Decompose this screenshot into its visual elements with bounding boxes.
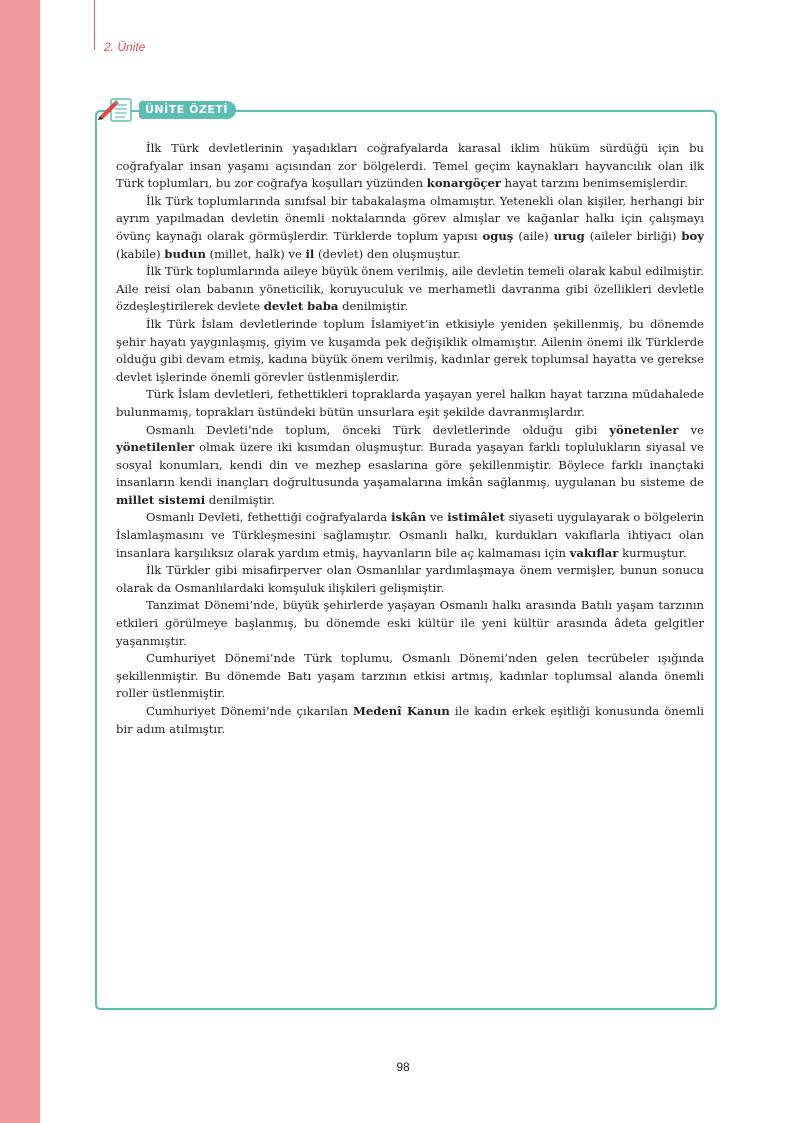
- summary-paragraph-2: İlk Türk toplumlarında sınıfsal bir tabakalaşma olmamıştır. Yetenekli olan kişiler, herhangi bir ayrım yapılmadan devletin önemli noktalarında görev almışlar ve kağanlar halkı için çalışmayı övünç kaynağı olarak görmüşlerdir. Türklerde toplum yapısı oguş (aile) urug (aileler birliği) boy (kabile) budun (millet, halk) ve il (devlet) den oluşmuştur.: [116, 193, 704, 261]
- summary-paragraph-6: Osmanlı Devleti’nde toplum, önceki Türk devletlerinde olduğu gibi yönetenler ve yönetilenler olmak üzere iki kısımdan oluşmuştur. Burada yaşayan farklı toplulukların siyasal ve sosyal konumları, kendi din ve mezhep esaslarına göre şekillenmiştir. Böylece farklı inançtaki insanların kendi inançları doğrultusunda yaşamalarına imkân sağlanmış, uygulanan bu sisteme de millet sistemi denilmiştir.: [116, 422, 704, 507]
- summary-paragraph-10: Cumhuriyet Dönemi’nde Türk toplumu, Osmanlı Dönemi’nden gelen tecrübeler ışığında şekillenmiştir. Bu dönemde Batı yaşam tarzının etkisi artmış, kadınlar toplumsal alanda önemli roller üstlenmiştir.: [116, 651, 704, 701]
- summary-paragraph-5: Türk İslam devletleri, fethettikleri topraklarda yaşayan yerel halkın hayat tarzına müdahalede bulunmamış, toprakları üstündeki bütün unsurlara eşit şekilde davranmışlardır.: [116, 387, 704, 419]
- key-term: budun: [164, 246, 206, 261]
- key-term: yönetenler: [609, 422, 679, 437]
- key-term: millet sistemi: [116, 492, 206, 507]
- key-term: konargöçer: [426, 176, 501, 191]
- summary-paragraph-1: İlk Türk devletlerinin yaşadıkları coğrafyalarda karasal iklim hüküm sürdüğü için bu coğrafyalar insan yaşamı açısından zor bölgelerdi. Temel geçim kaynakları hayvancılık olan ilk Türk toplumları, bu zor coğrafya koşulları yüzünden konargöçer hayat tarzını benimsemişlerdir.: [116, 141, 704, 191]
- key-term: urug: [553, 228, 585, 243]
- side-color-band: [0, 0, 40, 1123]
- key-term: Medenî Kanun: [353, 704, 450, 718]
- pencil-notebook-icon: [95, 97, 135, 123]
- summary-content: [116, 140, 704, 738]
- summary-paragraph-7: Osmanlı Devleti, fethettiği coğrafyalarda iskân ve istimâlet siyaseti uygulayarak o bölgelerin İslamlaşmasını ve Türkleşmesini sağlamıştır. Osmanlı halkı, kurdukları vakıflarla ihtiyacı olan insanlara karşılıksız olarak yardım etmiş, hayvanların bile aç kalmaması için vakıflar kurmuştur.: [116, 510, 704, 560]
- header-rule: [94, 0, 95, 50]
- summary-paragraph-11: Cumhuriyet Dönemi’nde çıkarılan Medenî Kanun ile kadın erkek eşitliği konusunda önemli bir adım atılmıştır.: [116, 704, 704, 736]
- summary-paragraph-8: İlk Türkler gibi misafirperver olan Osmanlılar yardımlaşmaya önem vermişler, bunun sonucu olarak da Osmanlılardaki komşuluk ilişkileri gelişmiştir.: [116, 563, 704, 595]
- key-term: il: [305, 246, 315, 261]
- key-term: vakıflar: [569, 545, 619, 560]
- summary-paragraph-4: İlk Türk İslam devletlerinde toplum İslamiyet’in etkisiyle yeniden şekillenmiş, bu dönemde şehir hayatı yaygınlaşmış, giyim ve kuşamda pek değişiklik olmamıştır. Ailenin önemi ilk Türklerde olduğu gibi devam etmiş, kadına büyük önem verilmiş, kadınlar gerek toplumsal hayatta ve gerekse devlet işlerinde önemli görevler üstlenmişlerdir.: [116, 316, 704, 384]
- key-term: yönetilenler: [116, 440, 195, 455]
- key-term: istimâlet: [447, 510, 505, 525]
- key-term: iskân: [391, 510, 427, 525]
- key-term: boy: [681, 228, 704, 243]
- key-term: devlet baba: [263, 299, 339, 314]
- summary-paragraph-3: İlk Türk toplumlarında aileye büyük önem verilmiş, aile devletin temeli olarak kabul edilmiştir. Aile reisi olan babanın yöneticilik, koruyuculuk ve merhametli davranma gibi özellikleri devletle özdeşleştirilerek devlete devlet baba denilmiştir.: [116, 264, 704, 314]
- unit-label: 2. Ünite: [104, 40, 146, 54]
- summary-paragraph-9: Tanzimat Dönemi’nde, büyük şehirlerde yaşayan Osmanlı halkı arasında Batılı yaşam tarzının etkileri görülmeye başlanmış, bu dönemde eski kültür ile yeni kültür arasında âdeta gelgitler yaşanmıştır.: [116, 598, 704, 648]
- page-number: 98: [396, 1060, 410, 1074]
- summary-title-badge: ÜNİTE ÖZETİ: [139, 101, 236, 119]
- key-term: oguş: [482, 228, 514, 243]
